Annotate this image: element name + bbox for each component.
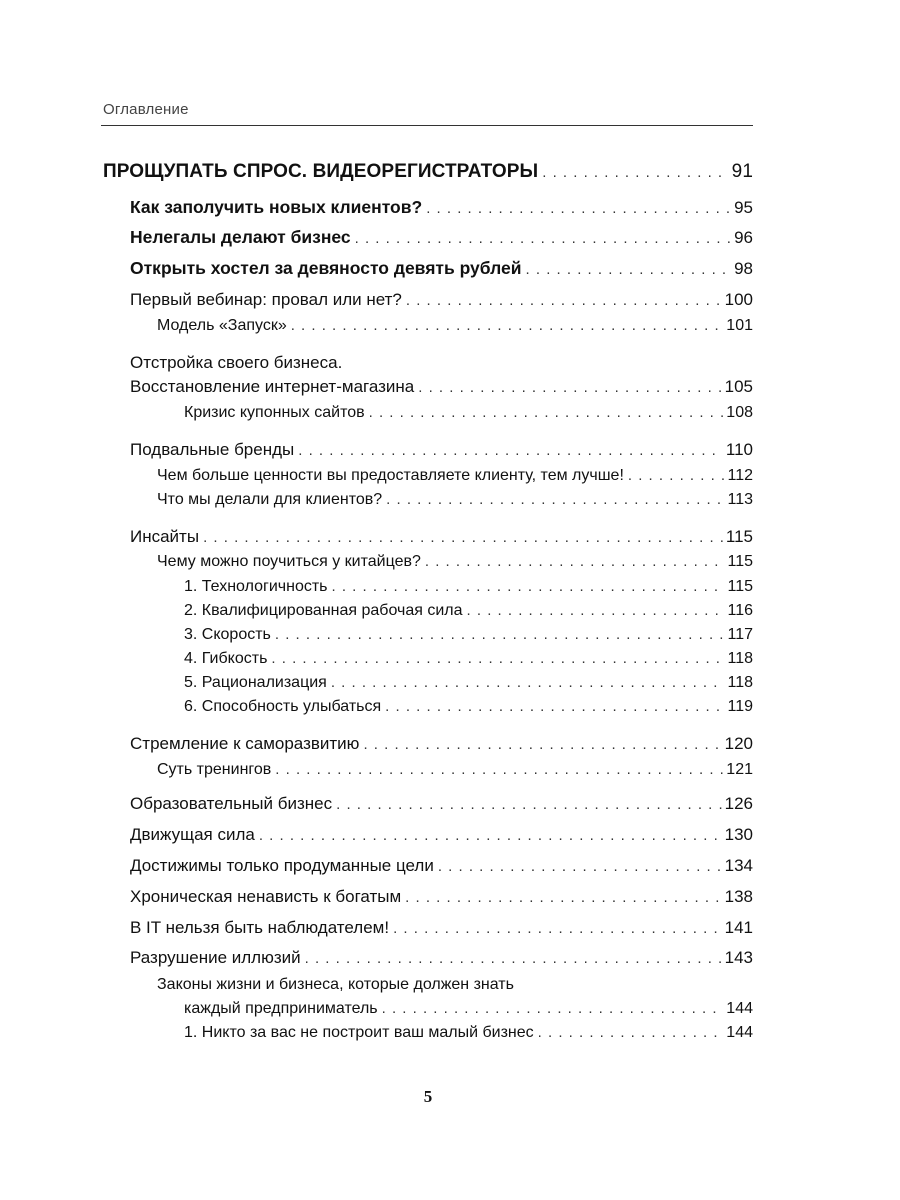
toc-entry-page: 105 bbox=[724, 377, 753, 396]
dot-leader bbox=[203, 530, 723, 545]
toc-entry-page: 144 bbox=[726, 1000, 753, 1017]
toc-entry-page: 115 bbox=[727, 578, 753, 595]
dot-leader bbox=[405, 890, 721, 905]
dot-leader bbox=[363, 737, 721, 752]
toc-entry-title: 2. Квалифицированная рабочая сила bbox=[184, 602, 463, 619]
toc-entry-title: 3. Скорость bbox=[184, 626, 271, 643]
dot-leader bbox=[291, 318, 724, 333]
toc-chapter-entry bbox=[130, 260, 753, 278]
running-head: Оглавление bbox=[103, 101, 189, 118]
toc-entry-page: 115 bbox=[727, 553, 753, 570]
toc-entry-title: Инсайты bbox=[130, 527, 200, 546]
toc-entry-title: 4. Гибкость bbox=[184, 650, 268, 667]
toc-entry-title: Кризис купонных сайтов bbox=[184, 404, 365, 421]
toc-subentry bbox=[184, 405, 753, 421]
toc-entry-title: Открыть хостел за девяносто девять рублей bbox=[130, 258, 522, 278]
toc-entry-title: каждый предприниматель bbox=[184, 1000, 378, 1017]
toc-subentry bbox=[184, 603, 753, 619]
toc-entry-title: Стремление к саморазвитию bbox=[130, 734, 360, 753]
dot-leader bbox=[332, 579, 725, 594]
toc-entry-title: ПРОЩУПАТЬ СПРОС. ВИДЕОРЕГИСТРАТОРЫ bbox=[103, 161, 539, 182]
toc-subentry bbox=[184, 1001, 753, 1017]
dot-leader bbox=[526, 262, 732, 277]
toc-subentry bbox=[184, 579, 753, 595]
toc-part-entry bbox=[103, 162, 753, 181]
toc-entry-page: 134 bbox=[724, 856, 753, 875]
dot-leader bbox=[385, 699, 724, 714]
toc-entry-page: 144 bbox=[726, 1024, 753, 1041]
toc-chapter-entry bbox=[130, 826, 753, 843]
toc-chapter-entry bbox=[130, 528, 753, 545]
toc-entry-page: 121 bbox=[726, 761, 753, 778]
dot-leader bbox=[393, 921, 722, 936]
dot-leader bbox=[259, 828, 722, 843]
toc-entry-title: 6. Способность улыбаться bbox=[184, 698, 382, 715]
toc-entry-title: 1. Технологичность bbox=[184, 578, 328, 595]
toc-entry-title: Нелегалы делают бизнес bbox=[130, 227, 351, 247]
dot-leader bbox=[271, 651, 724, 666]
toc-subentry bbox=[157, 318, 753, 334]
page-number: 5 bbox=[423, 1087, 433, 1106]
toc-entry-title: Суть тренингов bbox=[157, 761, 272, 778]
toc-entry-title: Разрушение иллюзий bbox=[130, 948, 301, 967]
toc-entry-title: 5. Рационализация bbox=[184, 674, 327, 691]
toc-chapter-entry bbox=[130, 888, 753, 905]
toc-entry-page: 118 bbox=[727, 650, 753, 667]
toc-entry-page: 130 bbox=[724, 825, 753, 844]
toc-entry-page: 95 bbox=[734, 198, 753, 217]
dot-leader bbox=[298, 443, 723, 458]
toc-entry-page: 118 bbox=[727, 674, 753, 691]
toc-entry-title: Подвальные бренды bbox=[130, 440, 295, 459]
toc-entry-page: 112 bbox=[727, 467, 753, 484]
toc-entry-title: Образовательный бизнес bbox=[130, 794, 333, 813]
toc-entry-title: Движущая сила bbox=[130, 825, 255, 844]
toc-subentry bbox=[184, 1025, 753, 1041]
toc-entry-title: Первый вебинар: провал или нет? bbox=[130, 290, 402, 309]
toc-entry-first-line: Отстройка своего бизнеса. bbox=[130, 353, 343, 372]
toc-entry-page: 110 bbox=[725, 440, 753, 459]
dot-leader bbox=[418, 380, 721, 395]
toc-subentry bbox=[184, 675, 753, 691]
toc-subentry bbox=[184, 651, 753, 667]
toc-subentry bbox=[157, 468, 753, 484]
toc-entry-page: 143 bbox=[724, 948, 753, 967]
toc-entry-page: 120 bbox=[724, 734, 753, 753]
toc-chapter-entry bbox=[130, 735, 753, 752]
toc-entry-title: Чему можно поучиться у китайцев? bbox=[157, 553, 421, 570]
toc-entry-page: 138 bbox=[724, 887, 753, 906]
toc-chapter-entry bbox=[130, 229, 753, 247]
dot-leader bbox=[275, 762, 723, 777]
dot-leader bbox=[628, 468, 725, 483]
toc-chapter-entry bbox=[130, 441, 753, 458]
dot-leader bbox=[331, 675, 725, 690]
toc-entry-page: 126 bbox=[724, 794, 753, 813]
toc-entry-page: 141 bbox=[724, 918, 753, 937]
toc-entry-page: 113 bbox=[727, 491, 753, 508]
toc-entry-page: 96 bbox=[734, 228, 753, 247]
toc-entry-page: 108 bbox=[726, 404, 753, 421]
toc-entry-title: Восстановление интернет-магазина bbox=[130, 377, 415, 396]
toc-chapter-entry bbox=[130, 795, 753, 812]
toc-subentry bbox=[184, 699, 753, 715]
toc-entry-page: 117 bbox=[727, 626, 753, 643]
toc-chapter-entry bbox=[130, 949, 753, 966]
toc-entry-title: 1. Никто за вас не построит ваш малый бизнес bbox=[184, 1024, 534, 1041]
dot-leader bbox=[425, 554, 725, 569]
dot-leader bbox=[275, 627, 725, 642]
dot-leader bbox=[386, 492, 724, 507]
toc-entry-page: 100 bbox=[724, 290, 753, 309]
toc-entry-title: Достижимы только продуманные цели bbox=[130, 856, 434, 875]
toc-entry-page: 115 bbox=[725, 527, 753, 546]
toc-chapter-entry bbox=[130, 378, 753, 395]
toc-entry-title: Модель «Запуск» bbox=[157, 317, 287, 334]
toc-entry-title: Как заполучить новых клиентов? bbox=[130, 197, 423, 217]
toc-entry-page: 98 bbox=[734, 259, 753, 278]
dot-leader bbox=[355, 231, 731, 246]
dot-leader bbox=[305, 951, 722, 966]
toc-entry-first-line: Законы жизни и бизнеса, которые должен знать bbox=[157, 976, 514, 993]
dot-leader bbox=[538, 1025, 724, 1040]
toc-chapter-entry bbox=[130, 919, 753, 936]
toc-entry-title: В IT нельзя быть наблюдателем! bbox=[130, 918, 390, 937]
dot-leader bbox=[336, 797, 722, 812]
toc-entry-page: 119 bbox=[727, 698, 753, 715]
toc-subentry bbox=[157, 492, 753, 508]
toc-entry-page: 116 bbox=[727, 602, 753, 619]
dot-leader bbox=[438, 859, 722, 874]
toc-entry-page: 101 bbox=[726, 317, 753, 334]
toc-entry-title: Что мы делали для клиентов? bbox=[157, 491, 383, 508]
toc-chapter-entry bbox=[130, 199, 753, 217]
dot-leader bbox=[542, 165, 728, 180]
toc-entry-title: Чем больше ценности вы предоставляете клиенту, тем лучше! bbox=[157, 467, 624, 484]
toc-subentry bbox=[157, 762, 753, 778]
dot-leader bbox=[426, 201, 731, 216]
dot-leader bbox=[467, 603, 725, 618]
toc-chapter-entry bbox=[130, 857, 753, 874]
dot-leader bbox=[406, 293, 722, 308]
toc-entry-title: Хроническая ненависть к богатым bbox=[130, 887, 402, 906]
dot-leader bbox=[382, 1001, 724, 1016]
dot-leader bbox=[369, 405, 724, 420]
toc-subentry bbox=[157, 554, 753, 570]
toc-chapter-entry bbox=[130, 291, 753, 308]
toc-subentry bbox=[184, 627, 753, 643]
toc-entry-page: 91 bbox=[731, 161, 753, 182]
